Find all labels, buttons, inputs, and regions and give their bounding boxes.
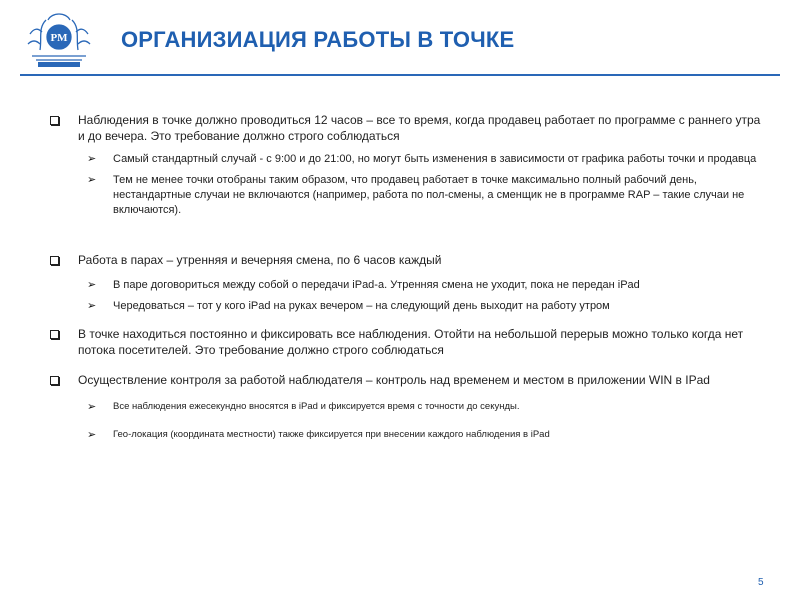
sub-bullet-text: Тем не менее точки отобраны таким образом, что продавец работает в точке максимально полный рабочий день, нестандартные случаи не включаются (например, работа по пол-смены, а сменщик не в программе RAP – такие случаи не включаются). [113,174,745,216]
page-number: 5 [758,577,764,588]
slide-content [50,112,762,442]
sub-bullet-text: Гео-локация (координата местности) также фиксируется при внесении каждого наблюдения в iPad [113,429,550,440]
crest-logo-icon [20,10,98,68]
svg-text:PM: PM [50,32,68,44]
arrow-bullet-icon: ➢ [87,279,97,291]
slide-title: ОРГАНИЗИАЦИЯ РАБОТЫ В ТОЧКЕ [121,27,515,52]
square-bullet-icon [50,256,59,265]
sub-bullet-item [50,278,762,293]
sub-bullet-item [50,299,762,314]
sub-bullet-text: В паре договориться между собой о передачи iPad-а. Утренняя смена не уходит, пока не передан iPad [113,279,640,291]
bullet-item [50,372,762,388]
bullet-text: Осуществление контроля за работой наблюдателя – контроль над временем и местом в приложении WIN в IPad [78,373,710,387]
sub-bullet-item [50,428,762,442]
sub-bullet-text: Самый стандартный случай - с 9:00 и до 21:00, но могут быть изменения в зависимости от графика работы точки и продавца [113,153,757,165]
bullet-text: Наблюдения в точке должно проводиться 12 часов – все то время, когда продавец работает по программе с раннего утра и до вечера. Это требование должно строго соблюдаться [78,113,761,143]
bullet-text: В точке находиться постоянно и фиксировать все наблюдения. Отойти на небольшой перерыв можно только когда нет потока посетителей. Это требование должно строго соблюдаться [78,327,744,357]
sub-bullet-text: Все наблюдения ежесекундно вносятся в iPad и фиксируется время с точности до секунды. [113,401,520,412]
sub-bullet-item [50,400,762,414]
bullet-item [50,112,762,144]
bullet-item [50,252,762,268]
arrow-bullet-icon: ➢ [87,429,97,441]
square-bullet-icon [50,116,59,125]
sub-bullet-item [50,173,762,218]
title-divider [20,74,780,76]
bullet-text: Работа в парах – утренняя и вечерняя смена, по 6 часов каждый [78,253,442,267]
sub-bullet-item [50,152,762,167]
arrow-bullet-icon: ➢ [87,401,97,413]
arrow-bullet-icon: ➢ [87,174,97,186]
arrow-bullet-icon: ➢ [87,300,97,312]
arrow-bullet-icon: ➢ [87,153,97,165]
sub-bullet-text: Чередоваться – тот у кого iPad на руках вечером – на следующий день выходит на работу утром [113,300,610,312]
bullet-item [50,326,762,358]
square-bullet-icon [50,376,59,385]
square-bullet-icon [50,330,59,339]
